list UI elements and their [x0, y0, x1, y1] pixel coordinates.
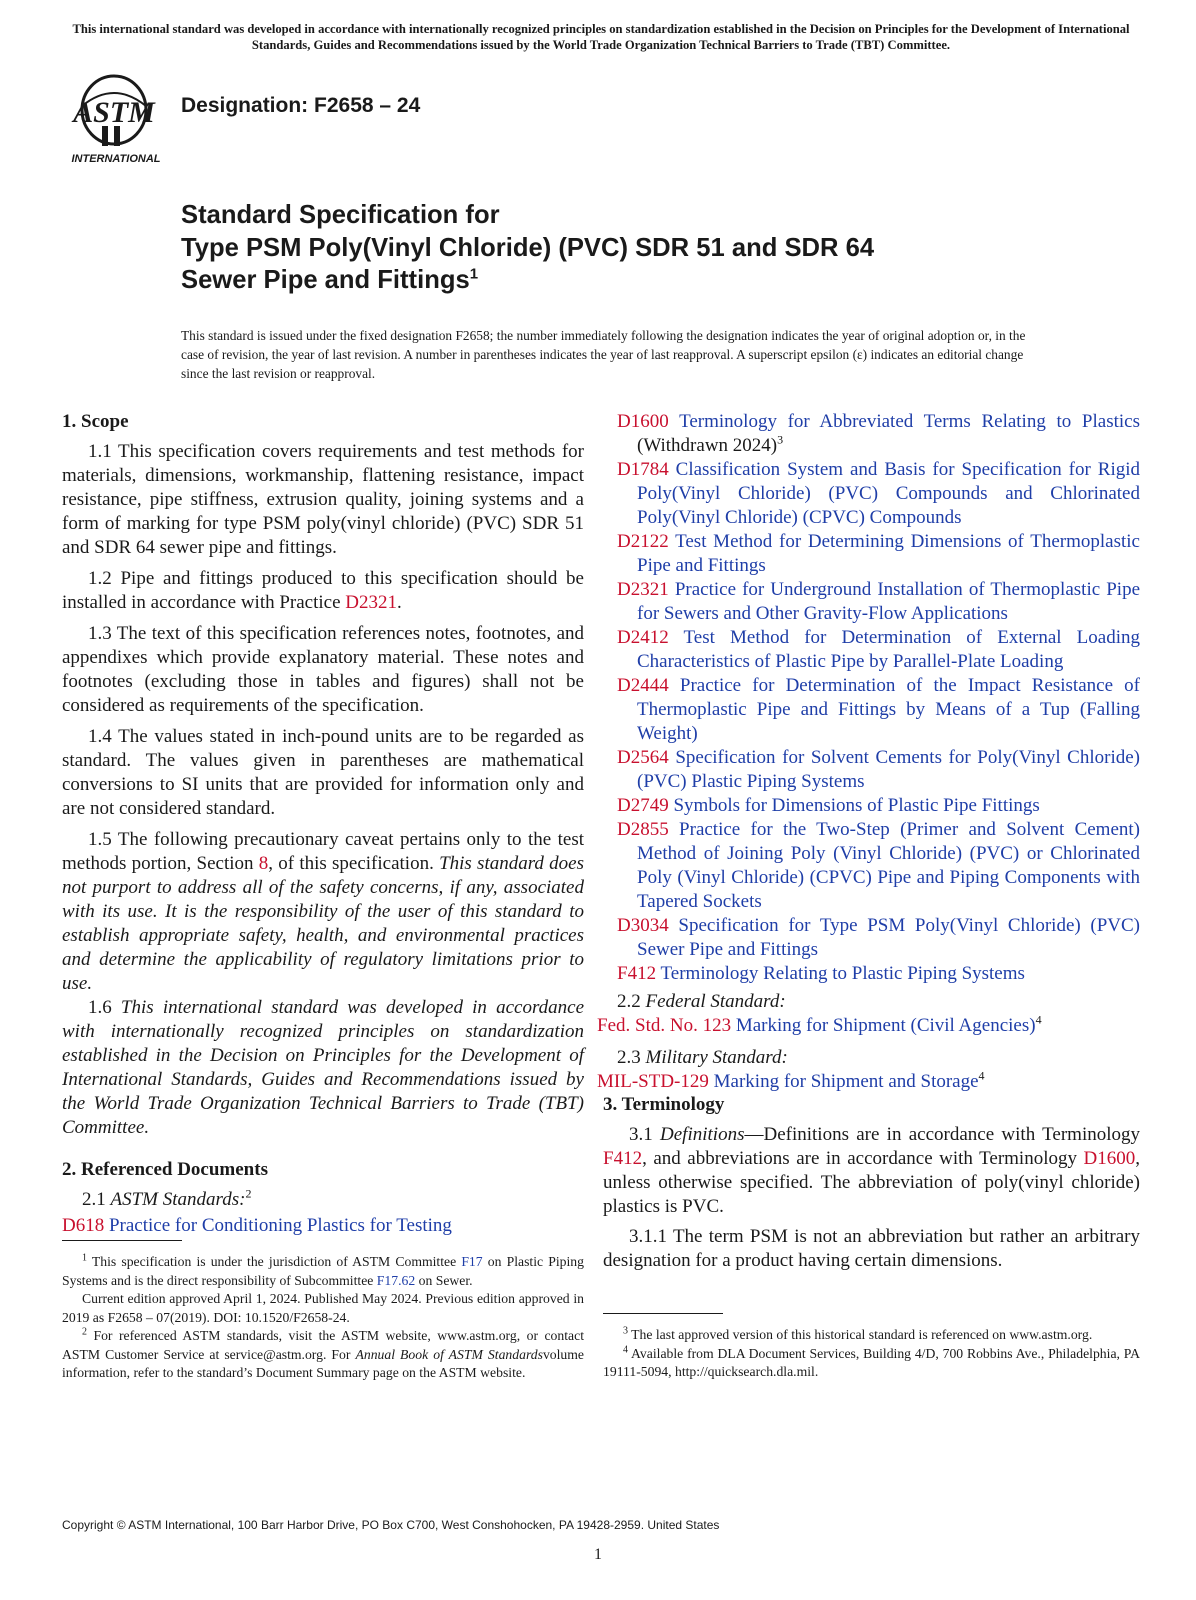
- astm-logo: [62, 70, 170, 166]
- link-f17-62[interactable]: F17.62: [376, 1272, 416, 1288]
- preamble: This standard is issued under the fixed designation F2658; the number immediately following the designation indicates the year of original adoption or, in the case of revision, the year of last revision. A number in parentheses indicates the year of last reapproval. A superscript epsilon (ε) indicates an editorial change since the last revision or reapproval.: [181, 328, 1026, 381]
- subsection-2-1: 2.1 ASTM Standards:$^2$: [82, 1186, 252, 1210]
- subsection-2-3: 2.3 Military Standard:: [617, 1047, 788, 1068]
- top-note: This international standard was developed in accordance with internationally recognized principles on standardization established in the Decision on Principles for the Development of International Standards, Guides and Recommendations issued by the World Trade Organization Technical Barriers to Trade (TBT) Committee.: [72, 22, 1130, 52]
- section-3-heading: 3. Terminology: [603, 1094, 725, 1115]
- ref-title[interactable]: Specification for Solvent Cements for Poly(Vinyl Chloride) (PVC) Plastic Piping Systems: [637, 747, 1140, 792]
- logo-subtext: INTERNATIONAL: [71, 153, 161, 165]
- right-column: [597, 410, 1141, 1094]
- footnote-1: $^1$ This specification is under the jurisdiction of ASTM Committee F17 on Plastic Piping Systems and is the direct responsibility of Subcommittee F17.62 on Sewer.: [62, 1252, 584, 1288]
- link-f412[interactable]: F412: [603, 1148, 643, 1169]
- ref-title[interactable]: Practice for Determination of the Impact Resistance of Thermoplastic Pipe and Fittings by Means of a Tup (Falling Weight): [637, 675, 1141, 744]
- ref-item[interactable]: [617, 530, 1140, 578]
- footnote-divider-left: [62, 1240, 182, 1241]
- title-line-3: [181, 264, 874, 297]
- logo-letters: ASTM: [73, 96, 155, 129]
- link-section-8[interactable]: 8: [258, 853, 269, 874]
- footnote-4: $^4$ Available from DLA Document Services, Building 4/D, 700 Robbins Ave., Philadelphia, PA 19111-5094, http://quicksearch.dla.mil.: [603, 1343, 1140, 1379]
- designation: Designation: F2658 – 24: [181, 94, 421, 117]
- ref-item[interactable]: [617, 458, 1140, 530]
- ref-title[interactable]: Test Method for Determining Dimensions of Thermoplastic Pipe and Fittings: [637, 531, 1140, 576]
- footnote-2: $^2$ For referenced ASTM standards, visit the ASTM website, www.astm.org, or contact ASTM Customer Service at service@astm.org. For Annual Book of ASTM Standardsvolume information, refer to the standard’s Document Summary page on the ASTM website.: [62, 1326, 584, 1380]
- ref-code[interactable]: D2122: [617, 531, 669, 552]
- title-line-2: Type PSM Poly(Vinyl Chloride) (PVC) SDR 51 and SDR 64: [181, 233, 875, 262]
- ref-title[interactable]: Symbols for Dimensions of Plastic Pipe Fittings: [673, 795, 1040, 816]
- para-3-1: 3.1 Definitions—Definitions are in accordance with Terminology F412, and abbreviations are in accordance with Terminology D1600, unless otherwise specified. The abbreviation of poly(vinyl chloride) plastics is PVC.: [603, 1124, 1140, 1217]
- link-d2321[interactable]: D2321: [345, 592, 398, 613]
- subsection-2-2: 2.2 Federal Standard:: [617, 991, 786, 1012]
- para-3-1-1: 3.1.1 The term PSM is not an abbreviation but rather an arbitrary designation for a product having certain dimensions.: [603, 1226, 1140, 1271]
- document-title: [181, 199, 874, 297]
- ref-code[interactable]: D3034: [617, 915, 669, 936]
- ref-title[interactable]: Terminology Relating to Plastic Piping Systems: [660, 963, 1025, 984]
- title-line-1: Standard Specification for: [181, 201, 500, 229]
- para-1-2: 1.2 Pipe and fittings produced to this specification should be installed in accordance with Practice D2321.: [62, 568, 584, 613]
- ref-title[interactable]: Classification System and Basis for Specification for Rigid Poly(Vinyl Chloride) (PVC) Compounds and Chlorinated Poly(Vinyl Chloride) (CPVC) Compounds: [637, 459, 1140, 528]
- link-f17[interactable]: F17: [461, 1254, 483, 1269]
- para-1-3: 1.3 The text of this specification references notes, footnotes, and appendixes which provide explanatory material. These notes and footnotes (excluding those in tables and figures) shall not be considered as requirements of the specification.: [62, 623, 584, 716]
- ref-note: (Withdrawn 2024): [637, 435, 778, 456]
- ref-item[interactable]: [617, 746, 1140, 794]
- ref-item[interactable]: [617, 794, 1140, 818]
- para-1-4: 1.4 The values stated in inch-pound units are to be regarded as standard. The values given in parentheses are mathematical conversions to SI units that are provided for information only and are not considered standard.: [62, 726, 584, 819]
- ref-title[interactable]: Practice for Underground Installation of Thermoplastic Pipe for Sewers and Other Gravity-Flow Applications: [637, 579, 1141, 624]
- ref-code[interactable]: D2444: [617, 675, 669, 696]
- section-2-heading: 2. Referenced Documents: [62, 1159, 268, 1180]
- ref-item[interactable]: [617, 410, 1140, 458]
- ref-federal-standard[interactable]: Fed. Std. No. 123 Marking for Shipment (Civil Agencies)$^4$: [597, 1012, 1042, 1036]
- copyright: Copyright © ASTM International, 100 Barr Harbor Drive, PO Box C700, West Conshohocken, PA 19428-2959. United States: [62, 1518, 720, 1532]
- astm-logo-icon: [62, 70, 170, 166]
- ref-code[interactable]: D2321: [617, 579, 669, 600]
- ref-title[interactable]: Test Method for Determination of External Loading Characteristics of Plastic Pipe by Parallel-Plate Loading: [637, 627, 1140, 672]
- ref-military-standard[interactable]: MIL-STD-129 Marking for Shipment and Storage$^4$: [597, 1068, 985, 1092]
- ref-item[interactable]: [617, 914, 1140, 962]
- left-column: [62, 410, 584, 1238]
- title-line-3-text: Sewer Pipe and Fittings: [181, 266, 470, 294]
- title-footnote-mark[interactable]: 1: [469, 265, 479, 283]
- astm-reference-list: [617, 410, 1140, 986]
- ref-item[interactable]: [617, 674, 1140, 746]
- para-1-5: 1.5 The following precautionary caveat pertains only to the test methods portion, Section 8, of this specification. This standard does not purport to address all of the safety concerns, if any, associated with its use. It is the responsibility of the user of this standard to establish appropriate safety, health, and environmental practices and determine the applicability of regulatory limitations prior to use.: [62, 829, 584, 994]
- ref-item[interactable]: [617, 962, 1140, 986]
- ref-code[interactable]: F412: [617, 963, 657, 984]
- footnote-3: $^3$ The last approved version of this historical standard is referenced on www.astm.org.: [623, 1325, 1093, 1342]
- section-3: [603, 1093, 1140, 1273]
- page-number: 1: [594, 1546, 602, 1563]
- footnotes-right: [603, 1326, 1140, 1382]
- ref-code[interactable]: D2855: [617, 819, 669, 840]
- footnote-divider-right: [603, 1313, 723, 1314]
- ref-code[interactable]: D2564: [617, 747, 669, 768]
- ref-item[interactable]: D618 Practice for Conditioning Plastics for Testing: [62, 1215, 452, 1236]
- ref-code[interactable]: D2412: [617, 627, 669, 648]
- link-d1600[interactable]: D1600: [1083, 1148, 1136, 1169]
- ref-code[interactable]: D1784: [617, 459, 669, 480]
- para-1-1: 1.1 This specification covers requirements and test methods for materials, dimensions, workmanship, flattening resistance, impact resistance, pipe stiffness, extrusion quality, joining systems and a form of marking for type PSM poly(vinyl chloride) (PVC) SDR 51 and SDR 64 sewer pipe and fittings.: [62, 441, 584, 558]
- ref-title[interactable]: Terminology for Abbreviated Terms Relating to Plastics: [679, 411, 1140, 432]
- ref-item[interactable]: [617, 578, 1140, 626]
- ref-title[interactable]: Practice for the Two-Step (Primer and Solvent Cement) Method of Joining Poly (Vinyl Chloride) (PVC) or Chlorinated Poly (Vinyl Chloride) (CPVC) Pipe and Piping Components with Tapered Sockets: [637, 819, 1140, 912]
- footnotes-left: [62, 1253, 584, 1383]
- footnote-1-edition: Current edition approved April 1, 2024. Published May 2024. Previous edition approved in 2019 as F2658 – 07(2019). DOI: 10.1520/F2658-24.: [62, 1291, 584, 1325]
- ref-code[interactable]: D1600: [617, 411, 669, 432]
- ref-code[interactable]: D2749: [617, 795, 669, 816]
- ref-item[interactable]: [617, 818, 1140, 914]
- ref-title[interactable]: Specification for Type PSM Poly(Vinyl Chloride) (PVC) Sewer Pipe and Fittings: [637, 915, 1141, 960]
- para-1-6: 1.6 This international standard was developed in accordance with internationally recognized principles on standardization established in the Decision on Principles for the Development of International Standards, Guides and Recommendations issued by the World Trade Organization Technical Barriers to Trade (TBT) Committee.: [62, 997, 585, 1138]
- section-1-heading: 1. Scope: [62, 411, 129, 432]
- ref-footnote-mark[interactable]: 3: [777, 432, 784, 447]
- ref-item[interactable]: [617, 626, 1140, 674]
